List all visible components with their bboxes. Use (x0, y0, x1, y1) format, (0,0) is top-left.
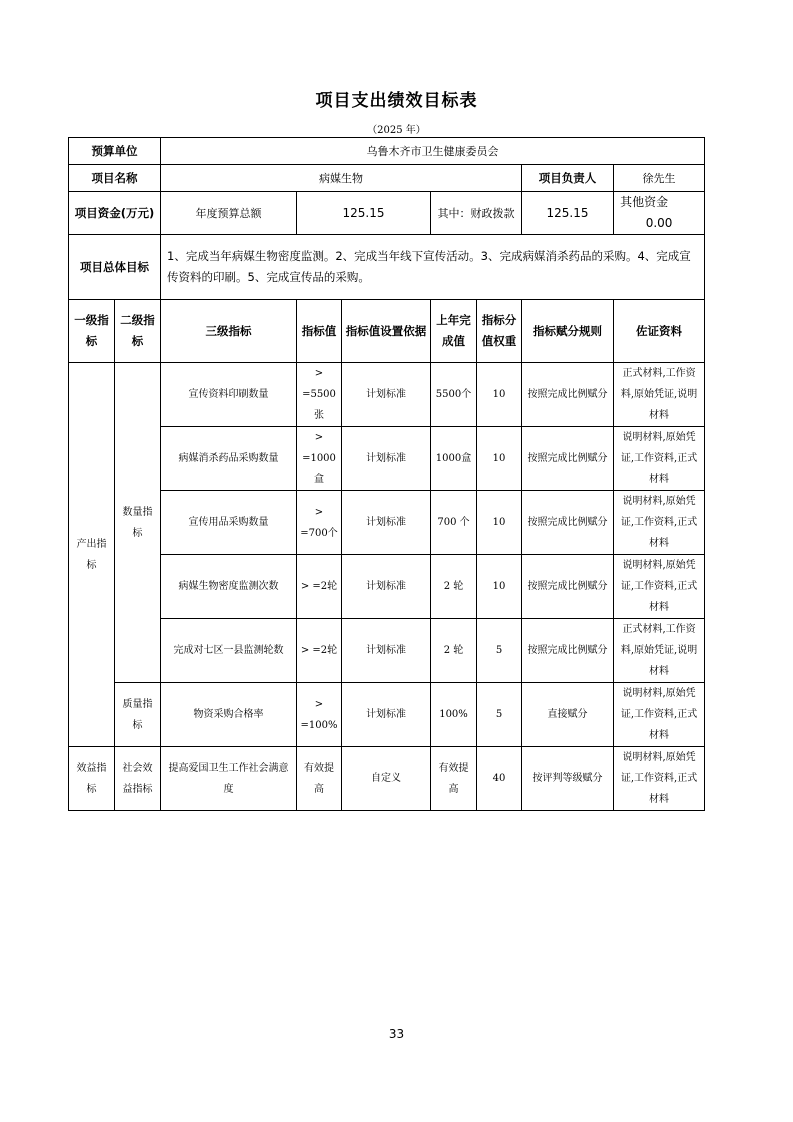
row-value: > =2轮 (297, 619, 342, 683)
row-basis: 计划标准 (342, 427, 431, 491)
project-name-label: 项目名称 (69, 165, 161, 192)
row-name: 完成对七区一县监测轮数 (161, 619, 297, 683)
other-funds (614, 192, 705, 235)
row-rule: 按照完成比例赋分 (522, 491, 614, 555)
row-basis: 计划标准 (342, 363, 431, 427)
funds-label: 项目资金(万元) (69, 192, 161, 235)
row-value: > =5500张 (297, 363, 342, 427)
performance-table (68, 137, 705, 811)
row-last-year: 1000盒 (431, 427, 477, 491)
row-name: 提高爱国卫生工作社会满意度 (161, 747, 297, 811)
row-name: 物资采购合格率 (161, 683, 297, 747)
header-weight: 指标分值权重 (477, 300, 522, 363)
row-name: 宣传用品采购数量 (161, 491, 297, 555)
group-quantity: 数量指标 (115, 363, 161, 683)
annual-budget-label: 年度预算总额 (161, 192, 297, 235)
row-rule: 按照完成比例赋分 (522, 427, 614, 491)
header-proof: 佐证资料 (614, 300, 705, 363)
page-title: 项目支出绩效目标表 (315, 91, 478, 111)
row-basis: 计划标准 (342, 683, 431, 747)
row-value: 有效提高 (297, 747, 342, 811)
row-value: > =700个 (297, 491, 342, 555)
unit-label: 预算单位 (69, 138, 161, 165)
row-rule: 直接赋分 (522, 683, 614, 747)
row-value: > =1000盒 (297, 427, 342, 491)
row-rule: 按照完成比例赋分 (522, 363, 614, 427)
row-weight: 5 (477, 683, 522, 747)
group-quality: 质量指标 (115, 683, 161, 747)
other-funds-label: 其他资金 (620, 195, 669, 209)
other-funds-value: 0.00 (645, 216, 673, 230)
row-proof: 说明材料,原始凭证,工作资料,正式材料 (614, 427, 705, 491)
header-level3: 三级指标 (161, 300, 297, 363)
year-label: （2025 年） (367, 125, 426, 136)
goal-text: 1、完成当年病媒生物密度监测。2、完成当年线下宣传活动。3、完成病媒消杀药品的采购。4、完成宣传资料的印刷。5、完成宣传品的采购。 (161, 235, 705, 300)
leader-value: 徐先生 (614, 165, 705, 192)
row-rule: 按照完成比例赋分 (522, 619, 614, 683)
row-proof: 说明材料,原始凭证,工作资料,正式材料 (614, 555, 705, 619)
row-value: > =100% (297, 683, 342, 747)
fiscal-value: 125.15 (522, 192, 614, 235)
annual-budget-value: 125.15 (297, 192, 431, 235)
row-last-year: 5500个 (431, 363, 477, 427)
page-number: 33 (388, 1027, 405, 1041)
group-output: 产出指标 (69, 363, 115, 747)
group-benefit: 效益指标 (69, 747, 115, 811)
row-weight: 10 (477, 491, 522, 555)
row-last-year: 2 轮 (431, 555, 477, 619)
header-last-year: 上年完成值 (431, 300, 477, 363)
fiscal-label: 其中：财政拨款 (431, 192, 522, 235)
goal-label: 项目总体目标 (69, 235, 161, 300)
row-last-year: 2 轮 (431, 619, 477, 683)
row-value: > =2轮 (297, 555, 342, 619)
row-last-year: 700 个 (431, 491, 477, 555)
header-rule: 指标赋分规则 (522, 300, 614, 363)
row-basis: 计划标准 (342, 491, 431, 555)
row-proof: 说明材料,原始凭证,工作资料,正式材料 (614, 683, 705, 747)
row-last-year: 有效提高 (431, 747, 477, 811)
row-basis: 自定义 (342, 747, 431, 811)
row-proof: 正式材料,工作资料,原始凭证,说明材料 (614, 619, 705, 683)
row-basis: 计划标准 (342, 555, 431, 619)
row-name: 病媒生物密度监测次数 (161, 555, 297, 619)
row-weight: 10 (477, 555, 522, 619)
row-weight: 10 (477, 363, 522, 427)
row-weight: 5 (477, 619, 522, 683)
row-weight: 10 (477, 427, 522, 491)
project-name-value: 病媒生物 (161, 165, 522, 192)
row-proof: 说明材料,原始凭证,工作资料,正式材料 (614, 491, 705, 555)
group-social: 社会效益指标 (115, 747, 161, 811)
unit-value: 乌鲁木齐市卫生健康委员会 (161, 138, 705, 165)
header-basis: 指标值设置依据 (342, 300, 431, 363)
row-rule: 按照完成比例赋分 (522, 555, 614, 619)
header-level1: 一级指标 (69, 300, 115, 363)
row-basis: 计划标准 (342, 619, 431, 683)
header-value: 指标值 (297, 300, 342, 363)
row-last-year: 100% (431, 683, 477, 747)
row-proof: 说明材料,原始凭证,工作资料,正式材料 (614, 747, 705, 811)
row-rule: 按评判等级赋分 (522, 747, 614, 811)
row-name: 病媒消杀药品采购数量 (161, 427, 297, 491)
header-level2: 二级指标 (115, 300, 161, 363)
leader-label: 项目负责人 (522, 165, 614, 192)
row-proof: 正式材料,工作资料,原始凭证,说明材料 (614, 363, 705, 427)
row-weight: 40 (477, 747, 522, 811)
row-name: 宣传资料印刷数量 (161, 363, 297, 427)
